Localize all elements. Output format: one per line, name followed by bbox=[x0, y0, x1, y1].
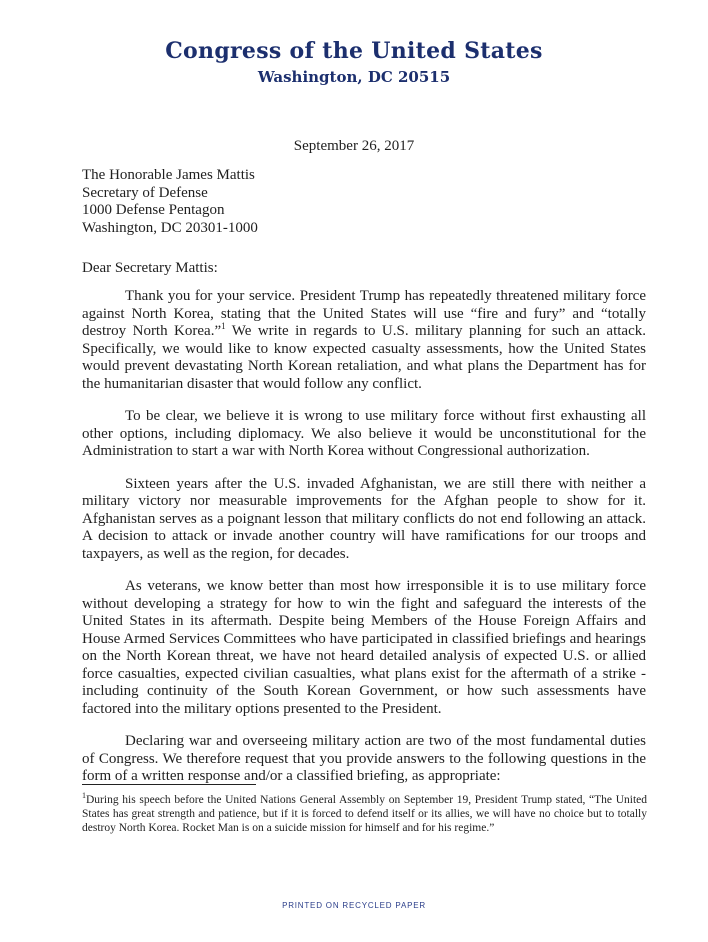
footnote-text: During his speech before the United Nations General Assembly on September 19, President Trump stated, “The United States has great strength and patience, but if it is forced to defend itself or its allies, we will have no choice but to totally destroy North Korea. Rocket Man is on a suicide mission for himself and for his regime.” bbox=[82, 794, 647, 834]
paragraph-1-text-a: Thank you for your service. President Trump has repeatedly threatened military force against North Korea, stating that the United States will use “fire and fury” and “totally destroy North Korea.” bbox=[82, 288, 646, 339]
footnote-reference: 1 bbox=[221, 321, 226, 331]
paragraph-1 bbox=[82, 288, 646, 393]
letterhead bbox=[0, 38, 708, 86]
recipient-city: Washington, DC 20301-1000 bbox=[82, 219, 258, 236]
letter-body bbox=[82, 288, 646, 801]
recipient-address bbox=[82, 167, 258, 237]
letterhead-subtitle: Washington, DC 20515 bbox=[257, 68, 451, 86]
paragraph-3: Sixteen years after the U.S. invaded Afghanistan, we are still there with neither a military victory nor measurable improvements for the Afghan people to show for it. Afghanistan serves as a poignant lesson that military conflicts do not end following an attack. A decision to attack or invade another country will have ramifications for our troops and taxpayers, as well as the region, for decades. bbox=[82, 475, 646, 562]
recipient-name: The Honorable James Mattis bbox=[82, 167, 255, 183]
footnote-divider bbox=[82, 784, 256, 785]
footnote-number: 1 bbox=[82, 791, 86, 801]
recipient-street: 1000 Defense Pentagon bbox=[82, 202, 225, 218]
letter-date: September 26, 2017 bbox=[293, 138, 415, 154]
salutation: Dear Secretary Mattis: bbox=[82, 260, 218, 276]
letterhead-title: Congress of the United States bbox=[165, 38, 543, 64]
paragraph-4: As veterans, we know better than most how irresponsible it is to use military force without developing a strategy for how to win the fight and safeguard the interests of the United States in its aftermath. Despite being Members of the House Foreign Affairs and House Armed Services Committees who have participated in classified briefings and hearings on the North Korean threat, we have not heard detailed analysis of expected U.S. or allied force casualties, expected civilian casualties, what plans exist for the aftermath of a strike - including continuity of the South Korean Government, or how such assessments have factored into the military options presented to the President. bbox=[82, 578, 646, 717]
paragraph-1-text-b: We write in regards to U.S. military planning for such an attack. Specifically, we would like to know expected casualty assessments, how the United States would prevent devastating North Korean retaliation, and what plans the Department has for the humanitarian disaster that would follow any conflict. bbox=[82, 323, 646, 392]
recipient-title: Secretary of Defense bbox=[82, 184, 208, 201]
paragraph-2: To be clear, we believe it is wrong to use military force without first exhausting all other options, including diplomacy. We also believe it would be unconstitutional for the Administration to start a war with North Korea without Congressional authorization. bbox=[82, 408, 646, 459]
paragraph-5: Declaring war and overseeing military action are two of the most fundamental duties of Congress. We therefore request that you provide answers to the following questions in the form of a written response and/or a classified briefing, as appropriate: bbox=[82, 733, 646, 784]
recycled-paper-notice: PRINTED ON RECYCLED PAPER bbox=[282, 901, 426, 910]
footnote bbox=[82, 793, 647, 835]
